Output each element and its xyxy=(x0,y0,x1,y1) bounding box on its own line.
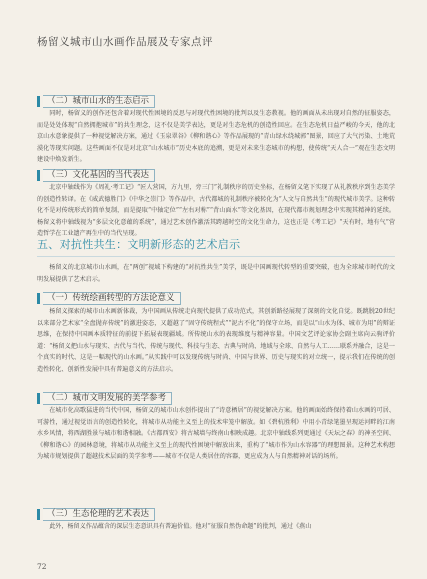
section-heading-urban xyxy=(37,392,172,405)
running-header: 杨留义城市山水画作品展及专家点评 xyxy=(37,36,213,48)
paragraph-culture: 北京中轴线作为《周礼·考工记》“匠人营国，方九里，旁三门”礼制秩序的历史坐标，在杨留义笔下实现了从礼教秩序到生态美学的创造性转译。在《威武德胜门》《中华之崇门》等作品中，古代都城的礼制秩序被转化为“人文与自然共生”的现代城市美学。这种转化不是对传统形式的简单复制，而是提取“中轴定位”“左右对称”“背山面水”等文化基因，在现代都市规划理念中实现其精神的延续。杨留义将中轴线视为“多层文化意蕴的系统”，通过艺术创作激活其跨越时空的文化生命力，这也正是《考工记》“天有时，地有气”营造哲学在工业遗产再生中的当代呈现。 xyxy=(37,184,395,238)
heading-label: （一）传统绘画转型的方法论意义 xyxy=(43,292,181,305)
chapter-heading: 五、对抗性共生：文明新形态的艺术启示 xyxy=(37,236,395,257)
heading-label: （二）城市文明发展的美学参考 xyxy=(43,392,172,405)
paragraph-ethics: 此外，杨留义作品蕴含的深层生态意识具有普遍价值。他对“征服自然伪命题”的批判，通过《燕山 xyxy=(49,523,312,530)
section-heading-ecology xyxy=(37,95,155,108)
heading-marker xyxy=(37,170,40,181)
paragraph-method: 杨留义探索的城市山水画新体裁，为中国画从传统走向现代提供了成功范式，其创新路径展现了深刻的文化自觉。既跳脱20世纪以来部分艺术家“全盘抛弃传统”的激进姿态，又超越了“固守传统程式”“泥古不化”的保守立场，而是以“山水为体、城市为用”的辩证思维，在保持中国画本质特征的前提下拓展表现疆域。所传统山水的表现维度与精神容量。中国文艺评论家协会副主席向云驹评价道：“杨留义把山水与现实、古代与当代、传统与现代、科技与生态、古典与时尚、地域与全球、自然与人工……联系并融合，这是一个真实的时代、这是一幅现代的山水画。”从实践中可以发现传统与时尚、中国与世界、历史与现实的对立统一，提示我们在传统的创造性转化、创新性发展中具有普遍意义的方法启示。 xyxy=(37,308,395,373)
heading-label: （三）文化基因的当代表达 xyxy=(43,169,155,182)
section-heading-culture xyxy=(37,169,155,182)
page-number: 72 xyxy=(37,562,47,571)
section-heading-ethics xyxy=(37,508,155,521)
heading-marker xyxy=(37,293,40,304)
section-heading-method xyxy=(37,292,181,305)
paragraph-intro: 杨留义的北京城市山水画，在“两创”视域下构建的“对抗性共生”美学，既是中国画现代转型的重要突破，也为全球城市时代的文明发展提供了艺术启示。 xyxy=(37,264,395,283)
paragraph-urban: 在城市化高歌猛进的当代中国，杨留义的城市山水创作提出了“诗意栖居”的视觉解决方案。他的画面始终保持着山水画的可居、可游性，通过视觉语言的创造性转化，将城市从功能主义至上的技术牢笼中解放。如《碧杭胜利》中用小青绿笔墨呈现运河畔的江南水乡风情，将西湖胜景与城市和谐相融。《古都西安》将古城墙与终南山相映成趣。北京中轴线系列更通过《天坛之春》的神圣空间、《柳和谐心》的园林意境，将城市从功能主义至上的现代性困境中解放出来，重构了“城市作为山水容器”的理想图景。这种艺术构想为城市规划提供了超越技术层面的美学参考——城市不仅是人类居住的容器，更应成为人与自然精神对话的场所。 xyxy=(37,407,395,461)
heading-marker xyxy=(37,509,40,520)
heading-label: （三）生态伦理的艺术表达 xyxy=(43,508,155,521)
heading-marker xyxy=(37,96,40,107)
heading-marker xyxy=(37,393,40,404)
heading-label: （二）城市山水的生态启示 xyxy=(43,95,155,108)
paragraph-ecology: 同时，杨留义的创作还包含着对现代性困境的反思与对现代性困境的批判以及生态教视。他的画面从未出现对自然的征服姿态，而是处处体现“自然拥抱城市”的共生理念，这不仅是美学表达，更是对生态危机的创造性回应。在生态危机日益严峻的今天，他的北京山水意象提供了一种视觉解决方案，通过《玉泉翠谷》《柳和谐心》等作品展现的“青山绿水绕城郭”图景，回应了大气污染、土地荒漠化等现实问题。这些画面不仅是对北京“山水城市”历史本底的追溯，更是对未来生态城市的构想，使传统“天人合一”观在生态文明建设中焕发新生。 xyxy=(37,110,395,164)
